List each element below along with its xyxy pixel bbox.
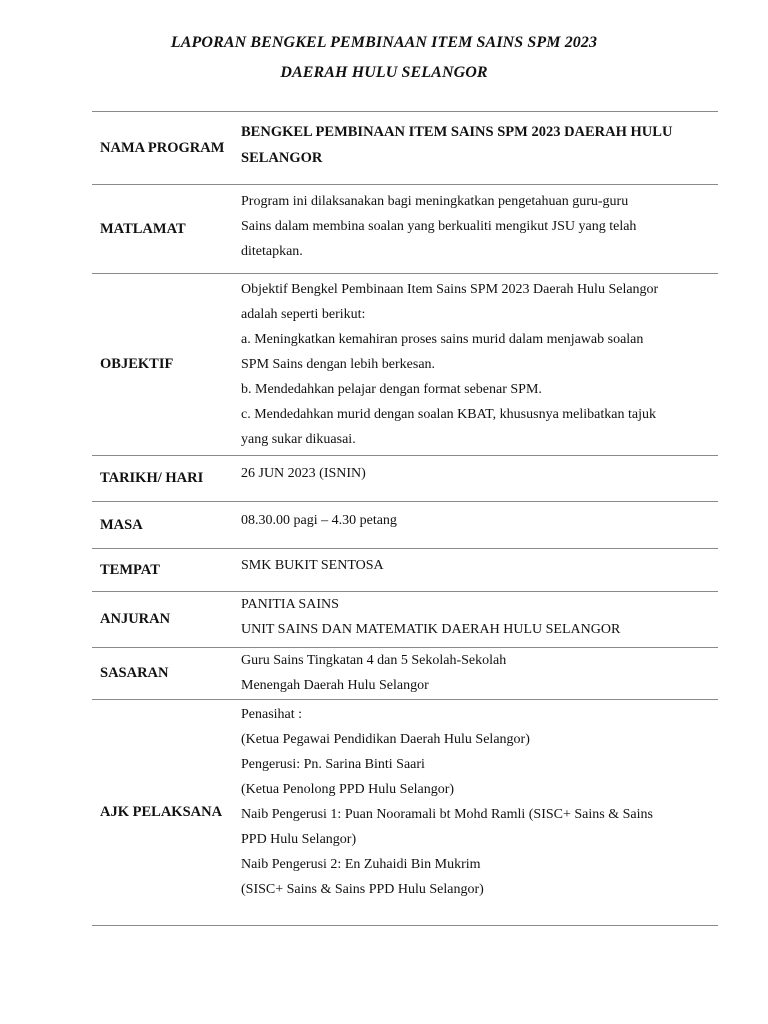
value-tempat xyxy=(241,549,718,591)
value-nama-program xyxy=(241,112,718,184)
value-line: yang sukar dikuasai. xyxy=(241,432,356,447)
value-line: Sains dalam membina soalan yang berkualiti mengikut JSU yang telah xyxy=(241,219,637,234)
row-tarikh xyxy=(92,456,718,502)
value-line: Objektif Bengkel Pembinaan Item Sains SPM 2023 Daerah Hulu Selangor xyxy=(241,282,659,297)
value-line: ditetapkan. xyxy=(241,244,303,259)
value-tarikh xyxy=(241,456,718,501)
value-line: c. Mendedahkan murid dengan soalan KBAT, khususnya melibatkan tajuk xyxy=(241,407,656,422)
value-ajk-pelaksana xyxy=(241,700,718,925)
row-sasaran xyxy=(92,648,718,700)
report-title: LAPORAN BENGKEL PEMBINAAN ITEM SAINS SPM 2023 xyxy=(170,34,598,51)
row-matlamat xyxy=(92,185,718,274)
label-anjuran: ANJURAN xyxy=(100,611,171,627)
value-matlamat xyxy=(241,185,718,273)
value-line: Menengah Daerah Hulu Selangor xyxy=(241,678,429,693)
label-nama-program: NAMA PROGRAM xyxy=(100,139,225,156)
value-line: (SISC+ Sains & Sains PPD Hulu Selangor) xyxy=(241,882,484,897)
row-nama-program xyxy=(92,112,718,185)
value-line: a. Meningkatkan kemahiran proses sains murid dalam menjawab soalan xyxy=(241,332,644,347)
value-line: UNIT SAINS DAN MATEMATIK DAERAH HULU SELANGOR xyxy=(241,622,621,637)
label-tempat: TEMPAT xyxy=(100,561,160,578)
value-line: SMK BUKIT SENTOSA xyxy=(241,558,384,573)
value-anjuran xyxy=(241,592,718,647)
row-tempat xyxy=(92,549,718,592)
row-anjuran xyxy=(92,592,718,648)
value-line: Guru Sains Tingkatan 4 dan 5 Sekolah-Sekolah xyxy=(241,653,507,668)
value-masa xyxy=(241,502,718,548)
row-masa xyxy=(92,502,718,549)
value-sasaran xyxy=(241,648,718,699)
label-matlamat: MATLAMAT xyxy=(100,220,186,237)
value-line: Program ini dilaksanakan bagi meningkatkan pengetahuan guru-guru xyxy=(241,194,629,209)
row-ajk-pelaksana xyxy=(92,700,718,926)
value-line: Naib Pengerusi 2: En Zuhaidi Bin Mukrim xyxy=(241,857,481,872)
label-objektif: OBJEKTIF xyxy=(100,356,174,372)
label-sasaran: SASARAN xyxy=(100,665,169,681)
value-line: SPM Sains dengan lebih berkesan. xyxy=(241,357,436,372)
label-tarikh: TARIKH/ HARI xyxy=(100,470,204,486)
value-line: Penasihat : xyxy=(241,707,303,722)
value-line: b. Mendedahkan pelajar dengan format sebenar SPM. xyxy=(241,382,542,397)
value-line: 08.30.00 pagi – 4.30 petang xyxy=(241,513,397,528)
label-masa: MASA xyxy=(100,516,143,533)
value-line: Naib Pengerusi 1: Puan Nooramali bt Mohd Ramli (SISC+ Sains & Sains xyxy=(241,807,653,822)
value-line: PANITIA SAINS xyxy=(241,597,339,612)
report-table xyxy=(92,111,718,926)
report-subtitle: DAERAH HULU SELANGOR xyxy=(280,64,488,81)
value-line: adalah seperti berikut: xyxy=(241,307,366,322)
label-ajk-pelaksana: AJK PELAKSANA xyxy=(100,804,223,820)
value-line: PPD Hulu Selangor) xyxy=(241,832,357,847)
value-line: Pengerusi: Pn. Sarina Binti Saari xyxy=(241,757,425,772)
row-objektif xyxy=(92,274,718,456)
value-line: 26 JUN 2023 (ISNIN) xyxy=(241,466,366,481)
value-line: (Ketua Penolong PPD Hulu Selangor) xyxy=(241,782,455,797)
value-line: BENGKEL PEMBINAAN ITEM SAINS SPM 2023 DAERAH HULU xyxy=(241,124,673,140)
value-line: (Ketua Pegawai Pendidikan Daerah Hulu Selangor) xyxy=(241,732,530,747)
value-objektif xyxy=(241,274,718,455)
value-line: SELANGOR xyxy=(241,150,323,166)
